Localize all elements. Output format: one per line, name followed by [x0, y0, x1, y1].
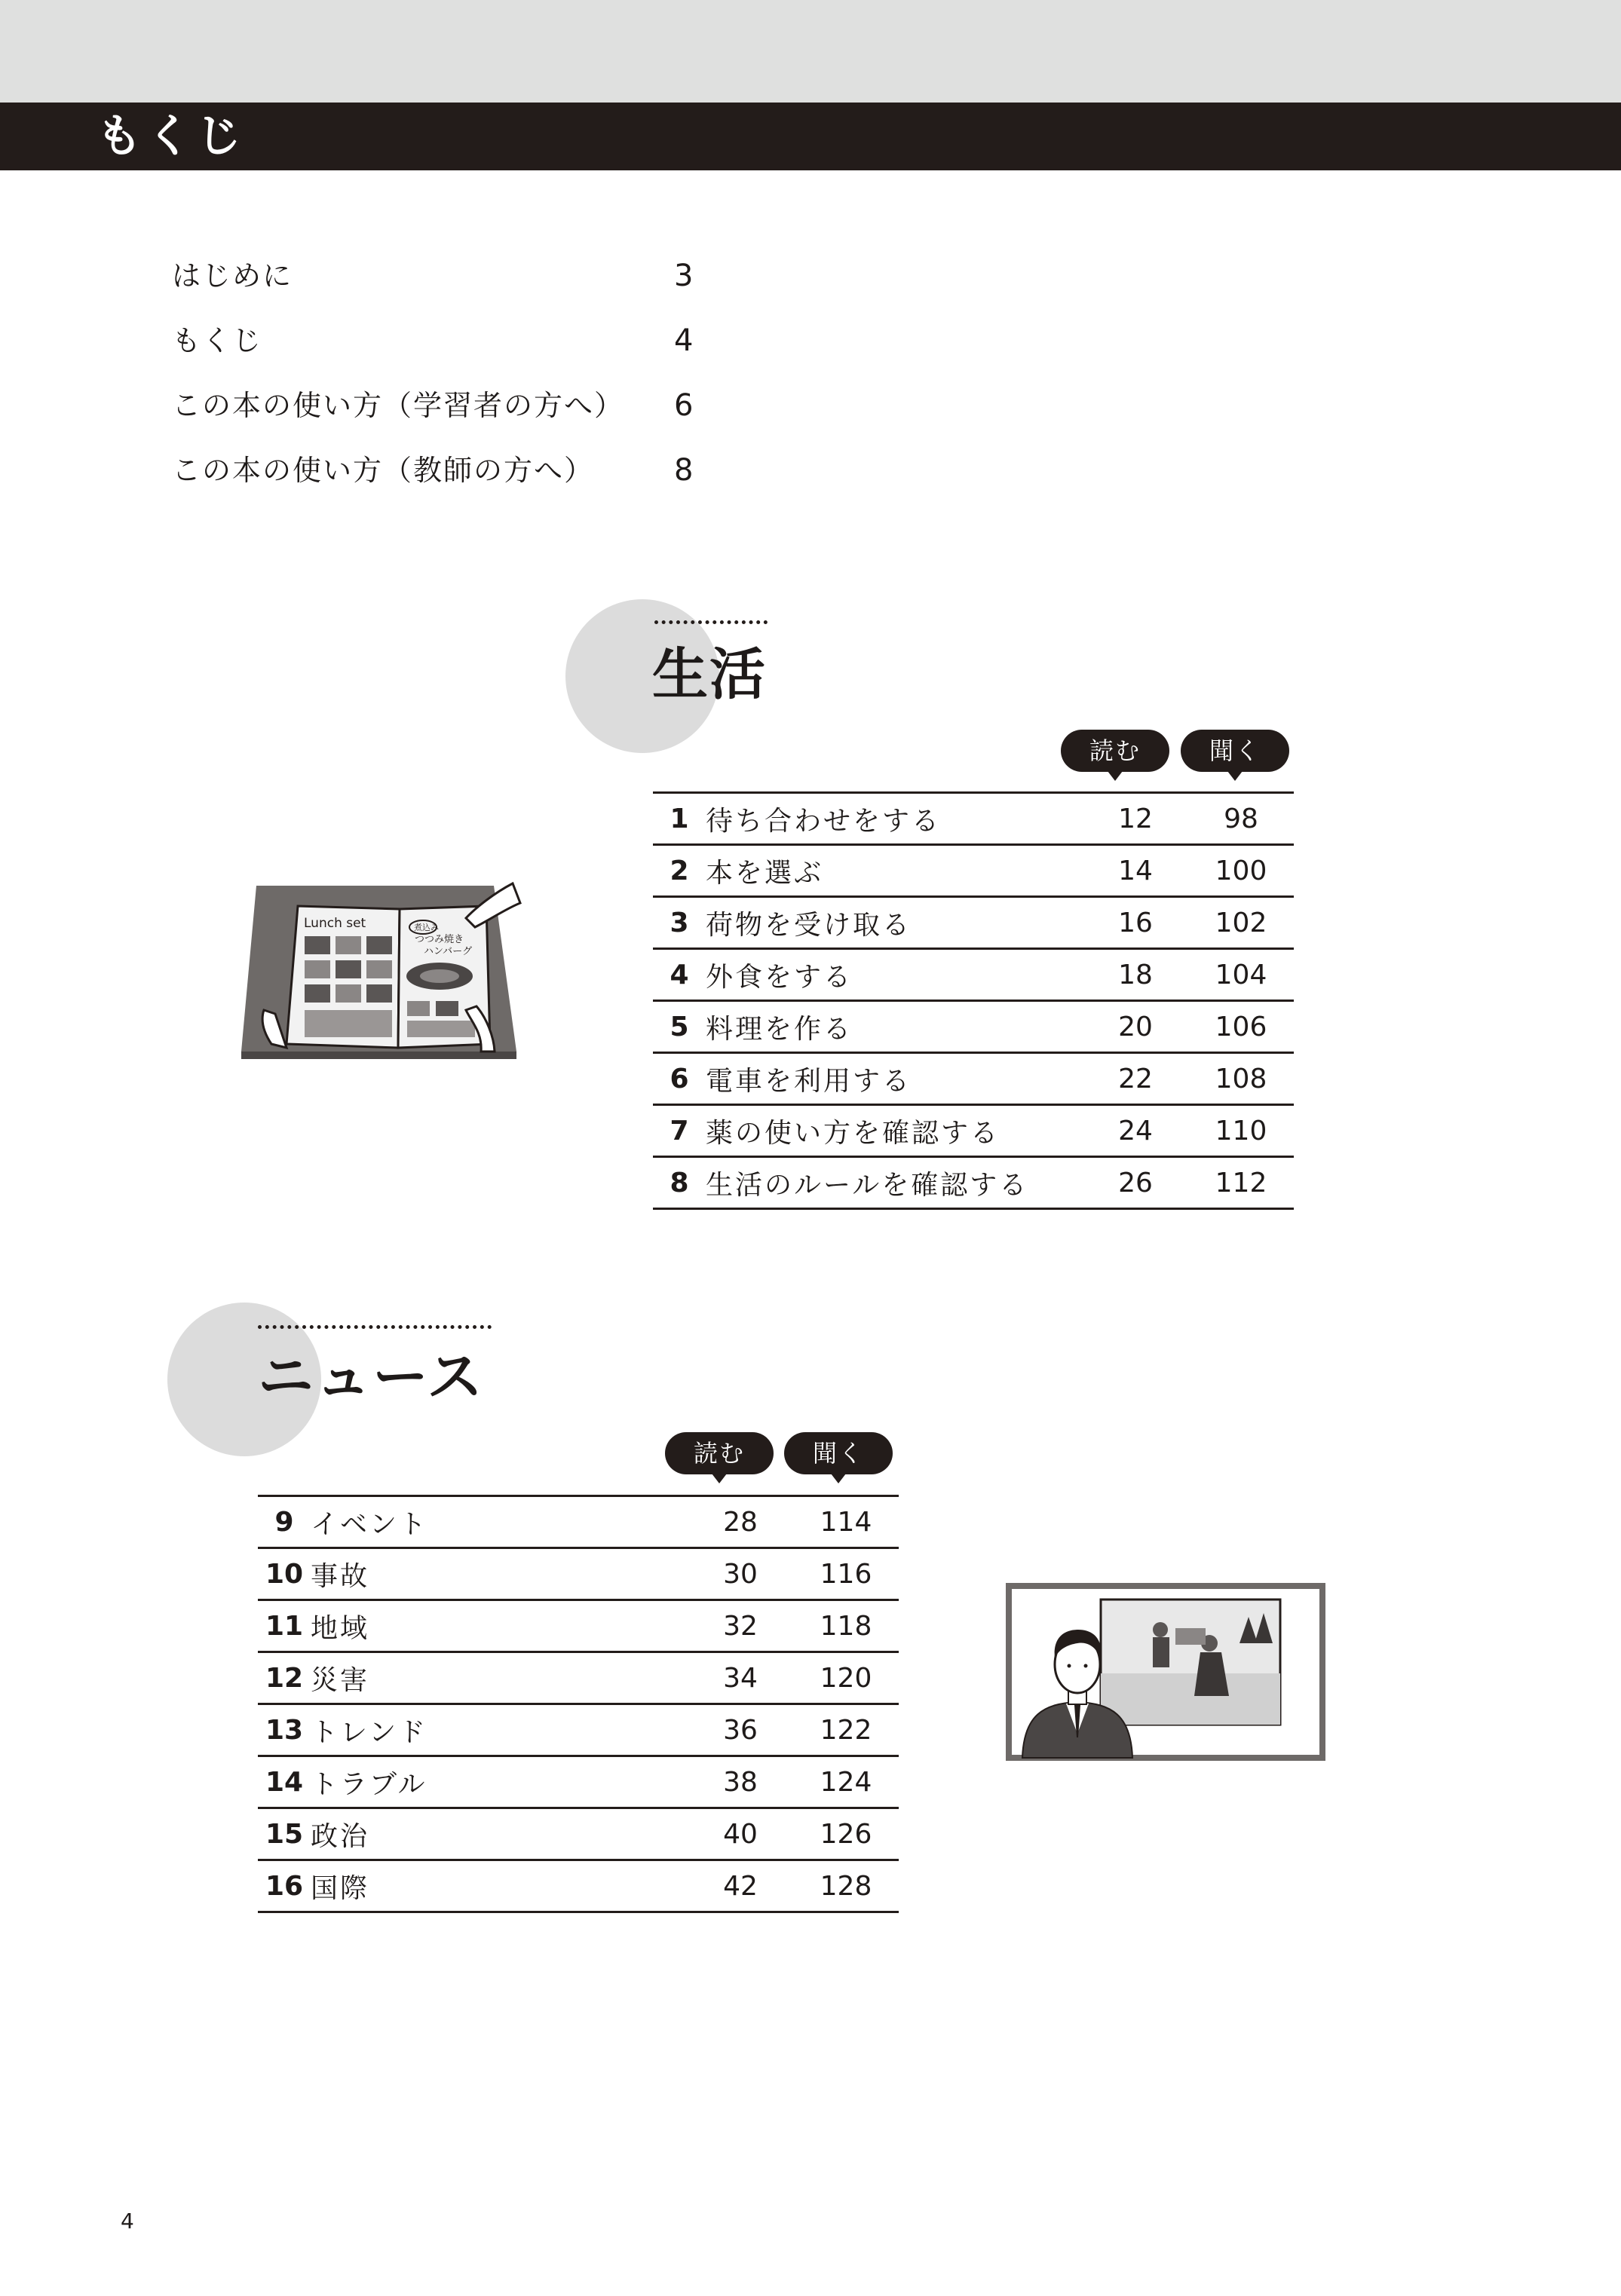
field-scene-inset — [1101, 1600, 1280, 1725]
listen-page: 124 — [793, 1756, 899, 1808]
lesson-number: 7 — [653, 1105, 706, 1157]
news-broadcast-illustration — [1006, 1583, 1325, 1761]
table-row[interactable] — [258, 1756, 899, 1808]
table-row[interactable] — [258, 1496, 899, 1548]
lesson-title: 政治 — [311, 1808, 688, 1860]
lesson-title: 生活のルールを確認する — [706, 1157, 1083, 1209]
intro-item-label: この本の使い方（学習者の方へ） — [172, 389, 625, 422]
lesson-number: 15 — [258, 1808, 311, 1860]
table-row[interactable] — [653, 1105, 1294, 1157]
table-row[interactable] — [653, 949, 1294, 1001]
lesson-title: 料理を作る — [706, 1001, 1083, 1053]
lesson-number: 14 — [258, 1756, 311, 1808]
intro-item-page: 4 — [674, 323, 694, 358]
listen-page: 114 — [793, 1496, 899, 1548]
read-page: 18 — [1083, 949, 1188, 1001]
listen-page: 98 — [1188, 793, 1294, 845]
read-page: 42 — [688, 1860, 793, 1912]
read-page: 14 — [1083, 845, 1188, 897]
menu-badge-text: 煮込み — [414, 923, 439, 932]
lesson-title: トラブル — [311, 1756, 688, 1808]
intro-item-page: 6 — [674, 388, 694, 423]
table-row[interactable] — [653, 793, 1294, 845]
listen-page: 102 — [1188, 897, 1294, 949]
listen-page: 100 — [1188, 845, 1294, 897]
lesson-title: 地域 — [311, 1600, 688, 1652]
lesson-table-news — [258, 1495, 899, 1913]
listen-page: 120 — [793, 1652, 899, 1704]
lesson-number: 4 — [653, 949, 706, 1001]
intro-item-label: もくじ — [172, 324, 263, 357]
section-dotted-rule — [258, 1325, 492, 1329]
lesson-title: 事故 — [311, 1548, 688, 1600]
intro-item-page: 3 — [674, 259, 694, 293]
lesson-number: 16 — [258, 1860, 311, 1912]
listen-page: 122 — [793, 1704, 899, 1756]
table-row[interactable] — [258, 1808, 899, 1860]
read-page: 36 — [688, 1704, 793, 1756]
lunch-menu-illustration — [226, 867, 573, 1070]
read-page: 20 — [1083, 1001, 1188, 1053]
listen-page: 128 — [793, 1860, 899, 1912]
listen-page: 110 — [1188, 1105, 1294, 1157]
menu-item-name-2: ハンバーグ — [424, 946, 473, 957]
listen-page: 118 — [793, 1600, 899, 1652]
lesson-title: 国際 — [311, 1860, 688, 1912]
read-page: 24 — [1083, 1105, 1188, 1157]
lesson-number: 2 — [653, 845, 706, 897]
listen-page: 104 — [1188, 949, 1294, 1001]
lesson-title: 本を選ぶ — [706, 845, 1083, 897]
table-row[interactable] — [653, 1053, 1294, 1105]
read-page: 40 — [688, 1808, 793, 1860]
menu-booklet — [287, 906, 490, 1048]
table-row[interactable] — [258, 1548, 899, 1600]
lesson-number: 3 — [653, 897, 706, 949]
listen-label-badge: 聞く — [1181, 730, 1289, 772]
intro-item[interactable] — [172, 449, 700, 514]
listen-page: 116 — [793, 1548, 899, 1600]
listen-label-badge: 聞く — [784, 1432, 893, 1474]
read-page: 38 — [688, 1756, 793, 1808]
table-row[interactable] — [653, 1157, 1294, 1209]
lesson-title: 待ち合わせをする — [706, 793, 1083, 845]
listen-page: 108 — [1188, 1053, 1294, 1105]
read-page: 26 — [1083, 1157, 1188, 1209]
intro-item[interactable] — [172, 255, 700, 320]
read-page: 22 — [1083, 1053, 1188, 1105]
read-page: 16 — [1083, 897, 1188, 949]
lesson-title: 薬の使い方を確認する — [706, 1105, 1083, 1157]
read-label-badge: 読む — [1061, 730, 1169, 772]
lesson-number: 12 — [258, 1652, 311, 1704]
top-band — [0, 0, 1621, 103]
lesson-number: 10 — [258, 1548, 311, 1600]
table-row[interactable] — [258, 1860, 899, 1912]
menu-heading: Lunch set — [304, 916, 366, 931]
lesson-number: 5 — [653, 1001, 706, 1053]
lesson-title: 荷物を受け取る — [706, 897, 1083, 949]
title-bar — [0, 103, 1621, 170]
table-row[interactable] — [653, 897, 1294, 949]
listen-page: 106 — [1188, 1001, 1294, 1053]
read-page: 34 — [688, 1652, 793, 1704]
read-page: 30 — [688, 1548, 793, 1600]
lesson-number: 13 — [258, 1704, 311, 1756]
page-number: 4 — [121, 2209, 134, 2233]
lesson-number: 1 — [653, 793, 706, 845]
section-title-seikatsu: 生活 — [652, 642, 767, 707]
intro-item-label: この本の使い方（教師の方へ） — [172, 454, 595, 487]
table-row[interactable] — [258, 1600, 899, 1652]
read-page: 32 — [688, 1600, 793, 1652]
read-label-badge: 読む — [665, 1432, 774, 1474]
lesson-title: 災害 — [311, 1652, 688, 1704]
lesson-table-seikatsu — [653, 791, 1294, 1210]
section-dotted-rule — [654, 620, 768, 624]
lesson-number: 6 — [653, 1053, 706, 1105]
lesson-title: 外食をする — [706, 949, 1083, 1001]
intro-list — [172, 255, 700, 514]
table-row[interactable] — [653, 1001, 1294, 1053]
listen-page: 126 — [793, 1808, 899, 1860]
table-row[interactable] — [653, 845, 1294, 897]
intro-item-page: 8 — [674, 453, 694, 488]
intro-item[interactable] — [172, 384, 700, 449]
lesson-number: 9 — [258, 1496, 311, 1548]
lesson-number: 11 — [258, 1600, 311, 1652]
table-row[interactable] — [258, 1652, 899, 1704]
lesson-title: トレンド — [311, 1704, 688, 1756]
lesson-title: イベント — [311, 1496, 688, 1548]
read-page: 28 — [688, 1496, 793, 1548]
read-page: 12 — [1083, 793, 1188, 845]
intro-item[interactable] — [172, 320, 700, 384]
lesson-number: 8 — [653, 1157, 706, 1209]
listen-page: 112 — [1188, 1157, 1294, 1209]
lesson-title: 電車を利用する — [706, 1053, 1083, 1105]
section-title-news: ニュース — [258, 1345, 485, 1410]
table-row[interactable] — [258, 1704, 899, 1756]
page-title: もくじ — [97, 110, 246, 163]
intro-item-label: はじめに — [172, 259, 293, 292]
menu-item-name: つつみ焼き — [415, 934, 464, 945]
